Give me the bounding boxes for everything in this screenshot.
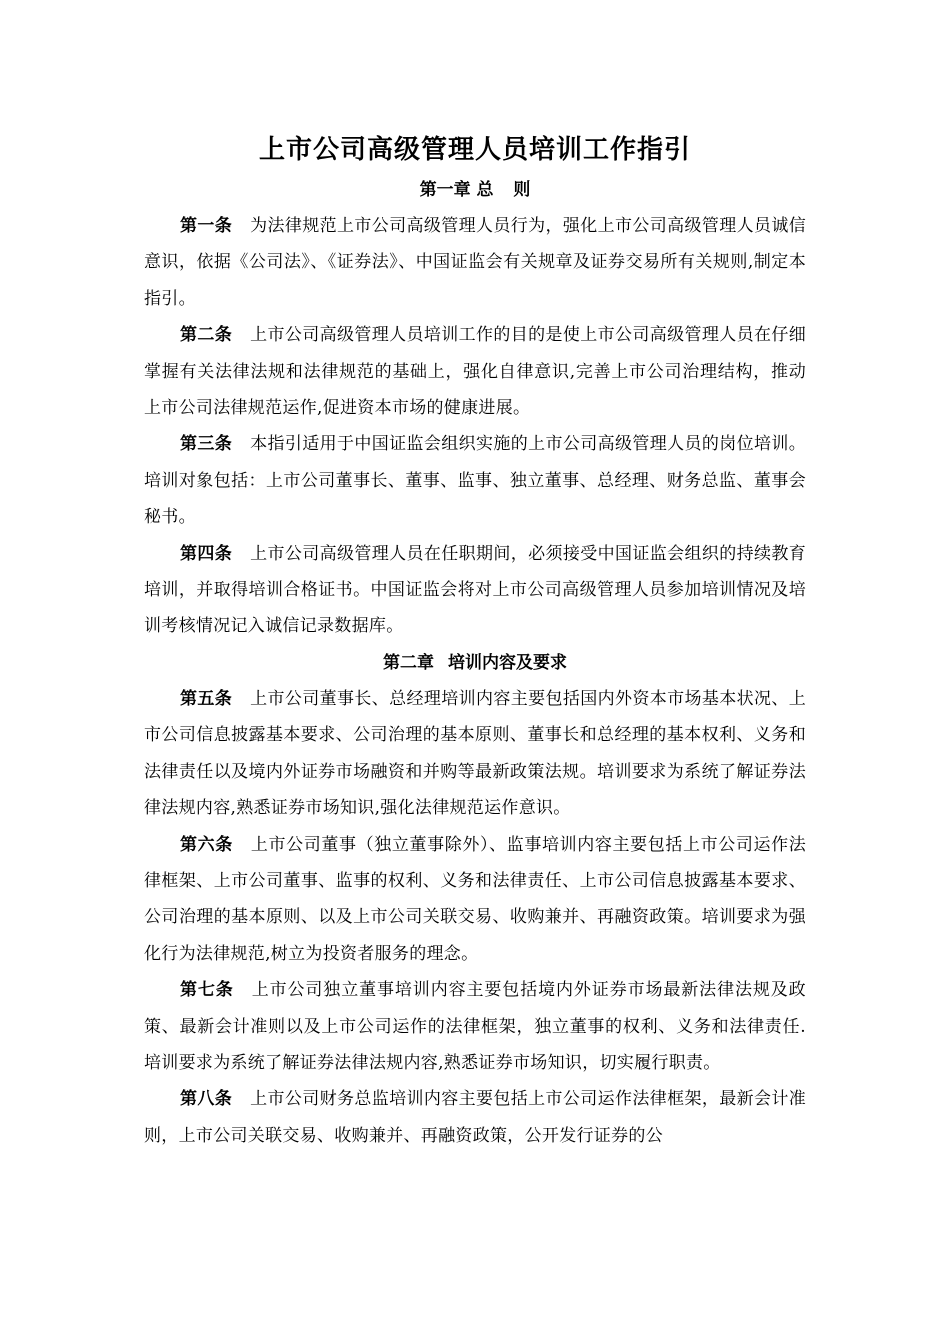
chapter-number: 第一章 [419, 180, 471, 200]
article-text: 上市公司董事（独立董事除外）、监事培训内容主要包括上市公司运作法律框架、上市公司董事、监事的权利、义务和法律责任、上市公司信息披露基本要求、公司治理的基本原则、以及上市公司关联交易、收购兼并、再融资政策。培训要求为强化行为法律规范,树立为投资者服务的理念。 [144, 834, 806, 964]
article-number: 第五条 [180, 688, 233, 709]
article-text: 为法律规范上市公司高级管理人员行为，强化上市公司高级管理人员诚信意识，依据《公司法》、《证券法》、中国证监会有关规章及证券交易所有关规则,制定本指引。 [144, 216, 806, 309]
chapter-name: 培训内容及要求 [448, 652, 567, 673]
article-paragraph [144, 208, 806, 317]
article-text: 上市公司董事长、总经理培训内容主要包括国内外资本市场基本状况、上市公司信息披露基本要求、公司治理的基本原则、董事长和总经理的基本权利、义务和法律责任以及境内外证券市场融资和并购等最新政策法规。培训要求为系统了解证券法律法规内容,熟悉证券市场知识,强化法律规范运作意识。 [144, 688, 806, 819]
article-paragraph [144, 317, 806, 426]
article-number: 第六条 [180, 834, 233, 855]
article-paragraph [144, 536, 806, 645]
document-title: 上市公司高级管理人员培训工作指引 [258, 135, 691, 165]
chapter-name-part: 则 [513, 180, 531, 200]
article-text: 上市公司高级管理人员在任职期间，必须接受中国证监会组织的持续教育培训，并取得培训合格证书。中国证监会将对上市公司高级管理人员参加培训情况及培训考核情况记入诚信记录数据库。 [144, 543, 806, 637]
chapter-number: 第二章 [383, 652, 434, 673]
article-number: 第七条 [180, 980, 234, 1001]
article-paragraph [144, 1081, 806, 1154]
article-text: 上市公司独立董事培训内容主要包括境内外证券市场最新法律法规及政策、最新会计准则以及上市公司运作的法律框架，独立董事的权利、义务和法律责任.培训要求为系统了解证券法律法规内容,熟悉证券市场知识，切实履行职责。 [144, 980, 806, 1073]
article-text: 本指引适用于中国证监会组织实施的上市公司高级管理人员的岗位培训。培训对象包括：上市公司董事长、董事、监事、独立董事、总经理、财务总监、董事会秘书。 [144, 434, 806, 528]
article-paragraph [144, 426, 806, 535]
article-number: 第四条 [180, 543, 233, 564]
article-number: 第一条 [180, 216, 233, 236]
article-text: 上市公司高级管理人员培训工作的目的是使上市公司高级管理人员在仔细掌握有关法律法规和法律规范的基础上，强化自律意识,完善上市公司治理结构，推动上市公司法律规范运作,促进资本市场的健康进展。 [144, 325, 806, 419]
article-paragraph [144, 681, 806, 827]
article-text: 上市公司财务总监培训内容主要包括上市公司运作法律框架，最新会计准则，上市公司关联交易、收购兼并、再融资政策，公开发行证券的公 [144, 1089, 806, 1146]
chapter-name-part: 总 [476, 180, 494, 200]
article-paragraph [144, 827, 806, 973]
chapter-heading-1 [144, 172, 806, 208]
article-paragraph [144, 972, 806, 1081]
chapter-heading-2 [144, 645, 806, 681]
article-number: 第三条 [180, 434, 233, 455]
document-page [144, 128, 806, 1154]
article-number: 第八条 [180, 1089, 233, 1110]
article-number: 第二条 [180, 325, 233, 346]
